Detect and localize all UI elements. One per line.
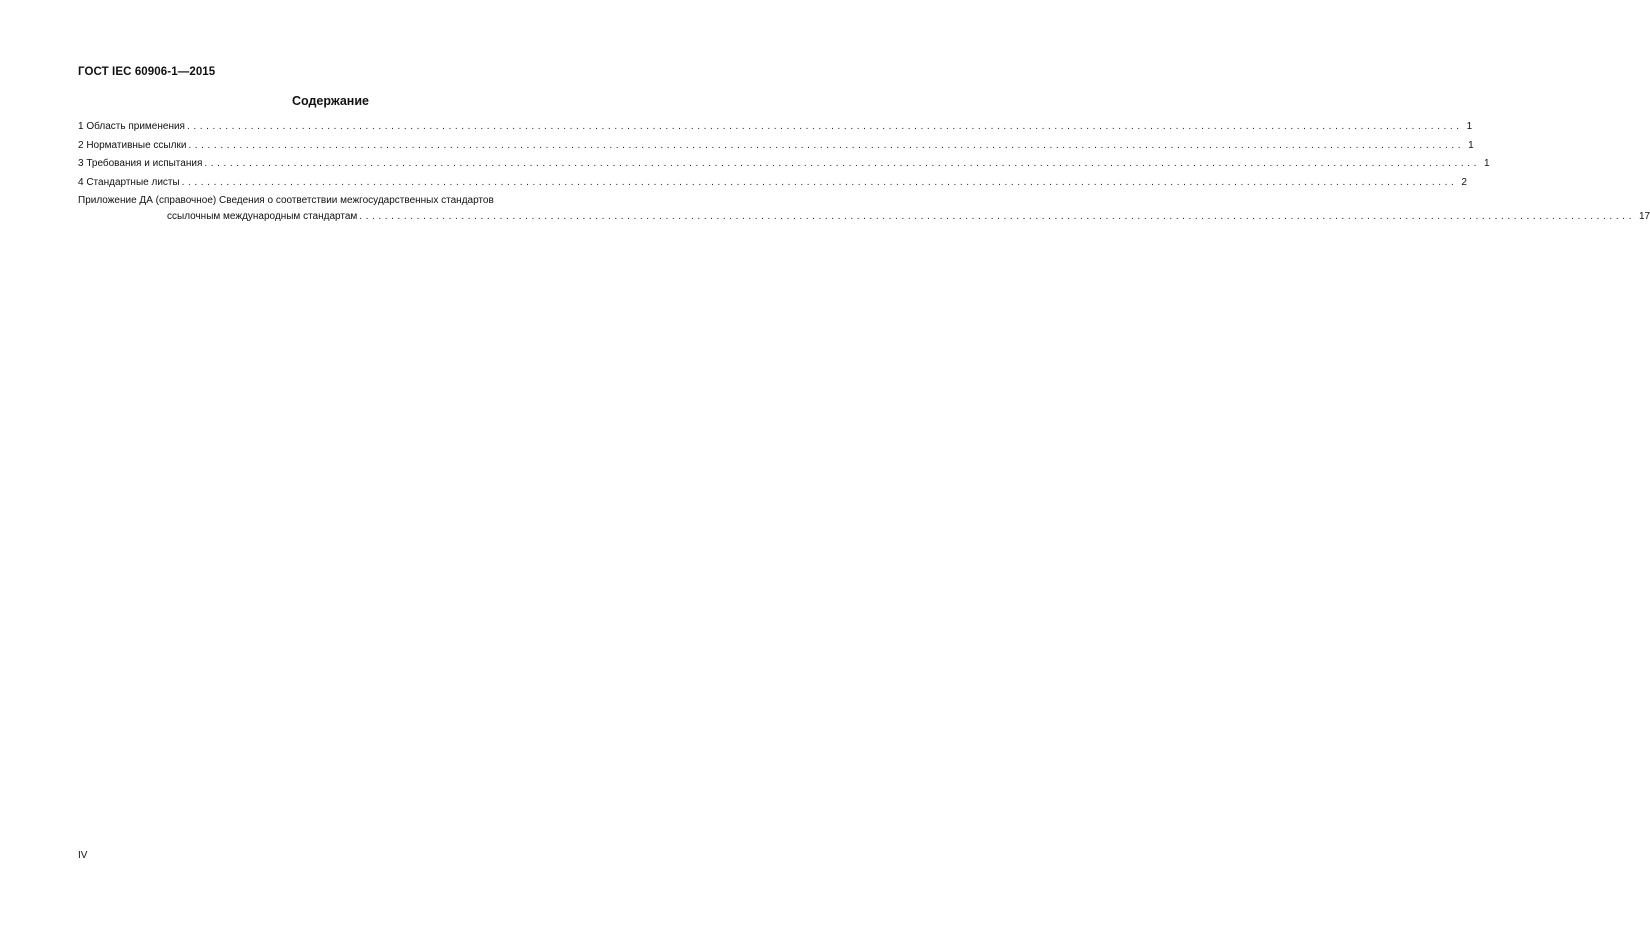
toc-entry-label: 2 Нормативные ссылки bbox=[78, 139, 187, 151]
toc-entry-page: 1 bbox=[1484, 158, 1490, 169]
toc-dot-leader: ........................................................................................................................................................................................................ bbox=[359, 211, 1635, 222]
toc-entry-scope[interactable] bbox=[78, 121, 1473, 140]
toc-appendix-line1: Приложение ДА (справочное) Сведения о соответствии межгосударственных стандартов bbox=[78, 195, 494, 206]
toc-entry-page: 1 bbox=[1466, 121, 1473, 132]
toc-title: Содержание bbox=[291, 94, 369, 108]
toc-entry-requirements[interactable] bbox=[78, 158, 1490, 177]
toc-appendix-line2: ссылочным международным стандартам bbox=[167, 211, 358, 222]
toc-dot-leader: ........................................................................................................................................................................................................ bbox=[181, 176, 1458, 188]
toc-entry-page: 2 bbox=[1461, 176, 1467, 188]
page-number: IV bbox=[78, 850, 88, 861]
toc-entry-page: 17 bbox=[1638, 211, 1650, 222]
toc-entry-label: 3 Требования и испытания bbox=[78, 158, 203, 169]
document-code: ГОСТ IEC 60906-1—2015 bbox=[78, 66, 216, 78]
toc-entry-page: 1 bbox=[1468, 139, 1474, 151]
toc-entry-normative-references[interactable] bbox=[78, 139, 1474, 159]
toc-dot-leader: ........................................................................................................................................................................................................ bbox=[188, 139, 1465, 151]
table-of-contents bbox=[78, 121, 1650, 230]
toc-entry-standard-sheets[interactable] bbox=[78, 176, 1467, 196]
toc-dot-leader: ........................................................................................................................................................................................................ bbox=[204, 158, 1481, 169]
toc-entry-label: 4 Стандартные листы bbox=[78, 176, 180, 188]
toc-dot-leader: ........................................................................................................................................................................................................ bbox=[186, 121, 1463, 132]
toc-entry-appendix-continued[interactable] bbox=[78, 211, 1650, 230]
toc-entry-label: 1 Область применения bbox=[78, 121, 185, 132]
toc-entry-appendix[interactable] bbox=[78, 195, 614, 211]
